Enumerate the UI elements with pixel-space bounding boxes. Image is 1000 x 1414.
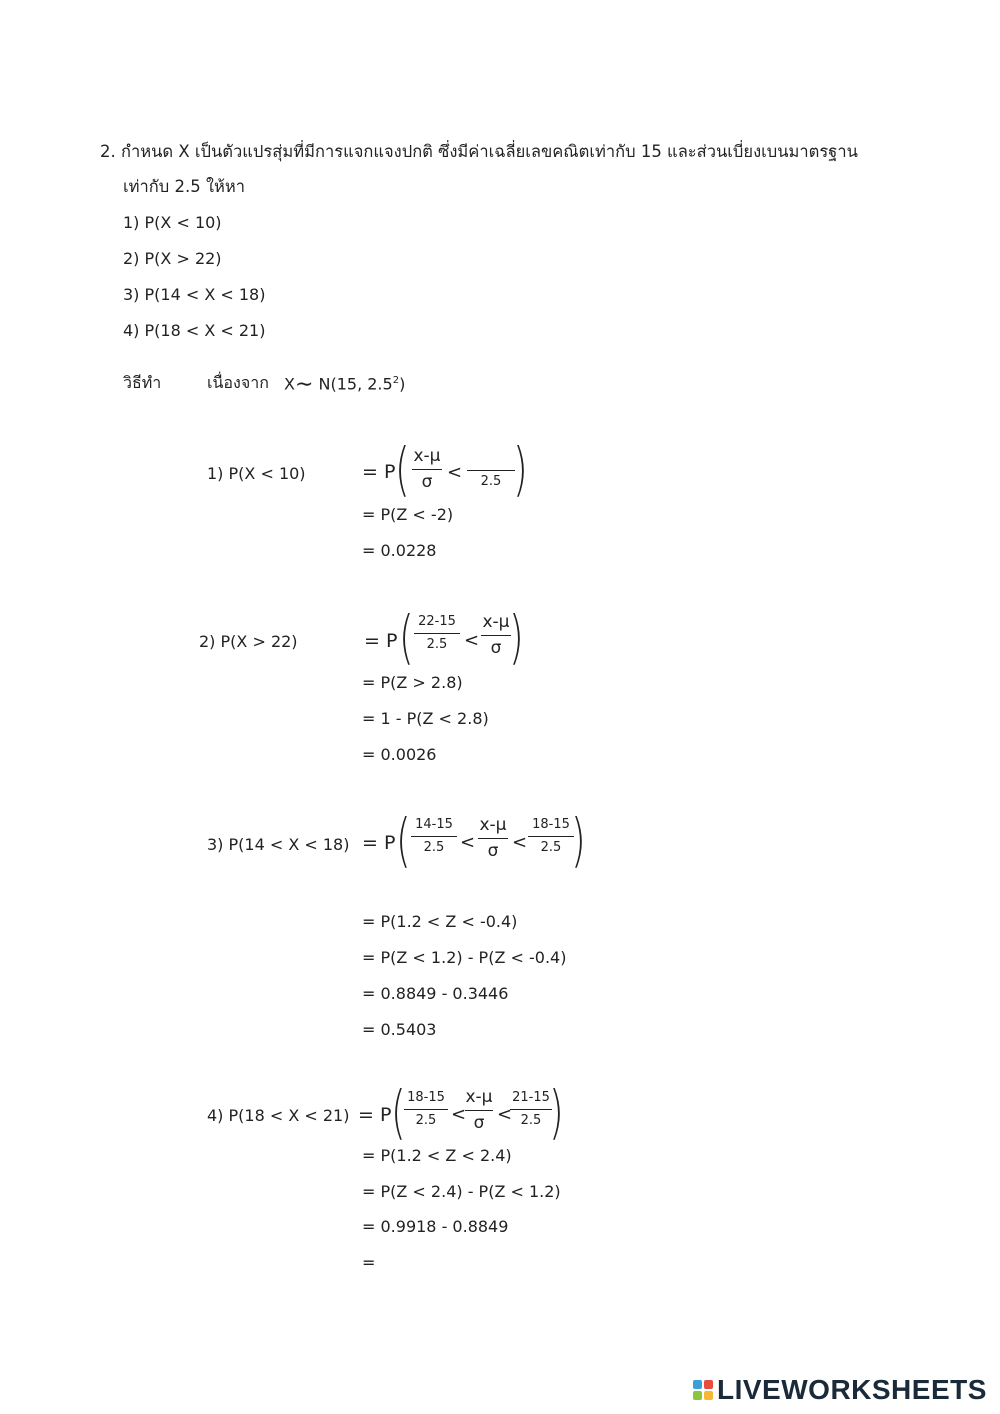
logo-text: LIVEWORKSHEETS [717,1374,987,1405]
sol2-rparen: ) [508,603,524,671]
sol3-step-2: = P(Z < 1.2) - P(Z < -0.4) [362,948,567,967]
sol3-label: 3) P(14 < X < 18) [207,835,350,854]
logo-square-4 [704,1391,713,1400]
sol1-frac-2: 2.5 [467,451,515,490]
sol4-frac-3: 21-15 2.5 [510,1090,552,1129]
distribution: X∼ N(15, $2.5^2$) [284,372,406,398]
question-item-1: 1) P(X < 10) [123,213,222,232]
sol2-frac-2: x-μ σ [482,612,510,658]
logo-icon [693,1380,713,1400]
sol3-lparen: ( [395,806,411,874]
sol1-eq-p: = P [362,461,396,483]
sol4-rparen: ) [548,1078,564,1146]
sol2-step-3: = 0.0026 [362,745,437,764]
sol1-rparen: ) [512,435,528,503]
sol3-step-3: = 0.8849 - 0.3446 [362,984,509,1003]
sol4-eq-p: = P [358,1104,392,1126]
sol3-step-4: = 0.5403 [362,1020,437,1039]
sol2-step-2: = 1 - P(Z < 2.8) [362,709,489,728]
sol4-step-1: = P(1.2 < Z < 2.4) [362,1146,512,1165]
sol2-eq-p: = P [364,630,398,652]
sol4-frac-2: x-μ σ [465,1087,493,1133]
sol4-step-4: = [362,1253,376,1272]
question-line-2: เท่ากับ 2.5 ให้หา [123,177,246,196]
sol3-lt-2: < [512,832,528,853]
sol2-label: 2) P(X > 22) [199,632,298,651]
sol4-lparen: ( [390,1078,406,1146]
sol1-frac-1: x-μ σ [413,446,441,492]
logo-square-2 [704,1380,713,1389]
sol1-step-2: = 0.0228 [362,541,437,560]
question-item-4: 4) P(18 < X < 21) [123,321,266,340]
sol4-lt-1: < [451,1104,467,1125]
question-item-3: 3) P(14 < X < 18) [123,285,266,304]
logo-square-3 [693,1391,702,1400]
sol4-frac-1: 18-15 2.5 [404,1090,448,1129]
sol4-label: 4) P(18 < X < 21) [207,1106,350,1125]
sol1-lt: < [447,462,463,483]
sol1-step-1: = P(Z < -2) [362,505,454,524]
method-since: เนื่องจาก [207,373,269,392]
sol2-frac-1: 22-15 2.5 [414,614,460,653]
sol2-lparen: ( [398,603,414,671]
sol3-frac-2: x-μ σ [479,815,507,861]
sol3-step-1: = P(1.2 < Z < -0.4) [362,912,518,931]
sol4-step-3: = 0.9918 - 0.8849 [362,1217,509,1236]
method-label: วิธีทำ [123,373,162,392]
sol3-lt-1: < [460,832,476,853]
sol4-step-2: = P(Z < 2.4) - P(Z < 1.2) [362,1182,561,1201]
sol3-frac-3: 18-15 2.5 [528,817,574,856]
question-line-1: 2. กำหนด X เป็นตัวแปรสุ่มที่มีการแจกแจงปกติ ซึ่งมีค่าเฉลี่ยเลขคณิตเท่ากับ 15 และส่วนเบี่ยงเบนมาตรฐาน [100,142,858,161]
sol3-frac-1: 14-15 2.5 [411,817,457,856]
sol1-label: 1) P(X < 10) [207,464,306,483]
sol2-lt: < [464,630,480,651]
sol3-rparen: ) [570,806,586,874]
liveworksheets-logo [693,1374,987,1406]
sol2-step-1: = P(Z > 2.8) [362,673,463,692]
sol3-eq-p: = P [362,832,396,854]
question-item-2: 2) P(X > 22) [123,249,222,268]
logo-square-1 [693,1380,702,1389]
sol1-lparen: ( [394,435,410,503]
sol4-lt-2: < [497,1104,513,1125]
